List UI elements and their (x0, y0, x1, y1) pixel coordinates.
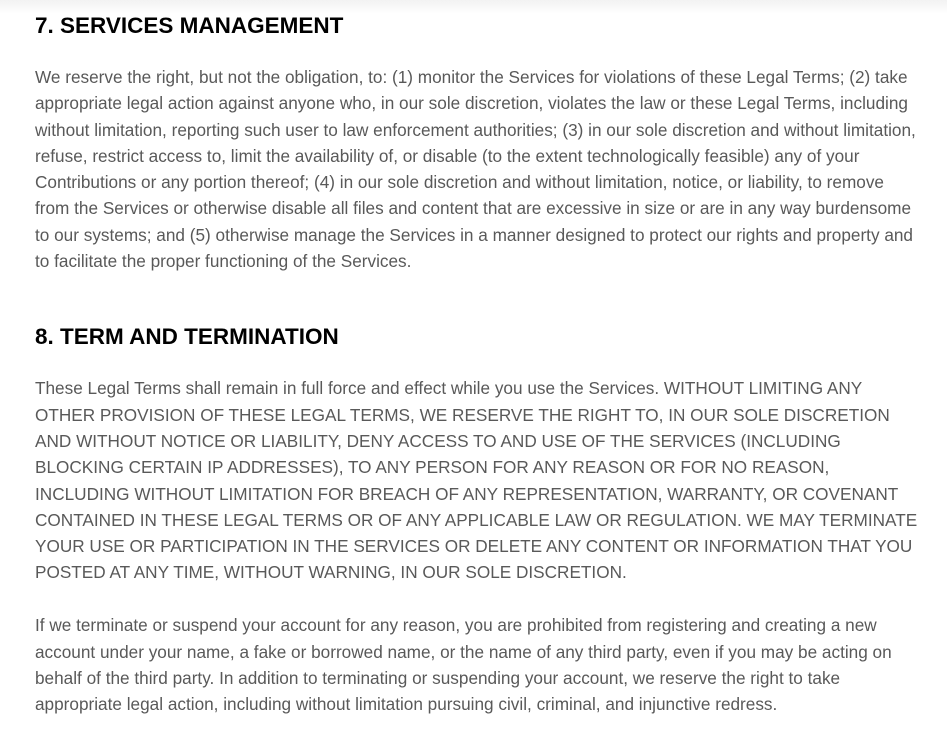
section-term-and-termination (35, 323, 920, 717)
legal-terms-document (35, 12, 920, 717)
section-title: 7. SERVICES MANAGEMENT (35, 13, 344, 38)
section-paragraph: If we terminate or suspend your account for any reason, you are prohibited from registering and creating a new account under your name, a fake or borrowed name, or the name of any third party, even if you may be acting on behalf of the third party. In addition to terminating or suspending your account, we reserve the right to take appropriate legal action, including without limitation pursuing civil, criminal, and injunctive redress. (35, 615, 892, 715)
section-title: 8. TERM AND TERMINATION (35, 324, 339, 350)
section-paragraph: These Legal Terms shall remain in full force and effect while you use the Services. WITHOUT LIMITING ANY OTHER PROVISION OF THESE LEGAL TERMS, WE RESERVE THE RIGHT TO, IN OUR SOLE DISCRETION AND WITHOUT NOTICE OR LIABILITY, DENY ACCESS TO AND USE OF THE SERVICES (INCLUDING BLOCKING CERTAIN IP ADDRESSES), TO ANY PERSON FOR ANY REASON OR FOR NO REASON, INCLUDING WITHOUT LIMITATION FOR BREACH OF ANY REPRESENTATION, WARRANTY, OR COVENANT CONTAINED IN THESE LEGAL TERMS OR OF ANY APPLICABLE LAW OR REGULATION. WE MAY TERMINATE YOUR USE OR PARTICIPATION IN THE SERVICES OR DELETE ANY CONTENT OR INFORMATION THAT YOU POSTED AT ANY TIME, WITHOUT WARNING, IN OUR SOLE DISCRETION. (35, 378, 918, 583)
section-services-management (35, 12, 920, 274)
section-paragraph: We reserve the right, but not the obligation, to: (1) monitor the Services for violations of these Legal Terms; (2) take appropriate legal action against anyone who, in our sole discretion, violates the law or these Legal Terms, including without limitation, reporting such user to law enforcement authorities; (3) in our sole discretion and without limitation, refuse, restrict access to, limit the availability of, or disable (to the extent technologically feasible) any of your Contributions or any portion thereof; (4) in our sole discretion and without limitation, notice, or liability, to remove from the Services or otherwise disable all files and content that are excessive in size or are in any way burdensome to our systems; and (5) otherwise manage the Services in a manner designed to protect our rights and property and to facilitate the proper functioning of the Services. (35, 67, 916, 272)
